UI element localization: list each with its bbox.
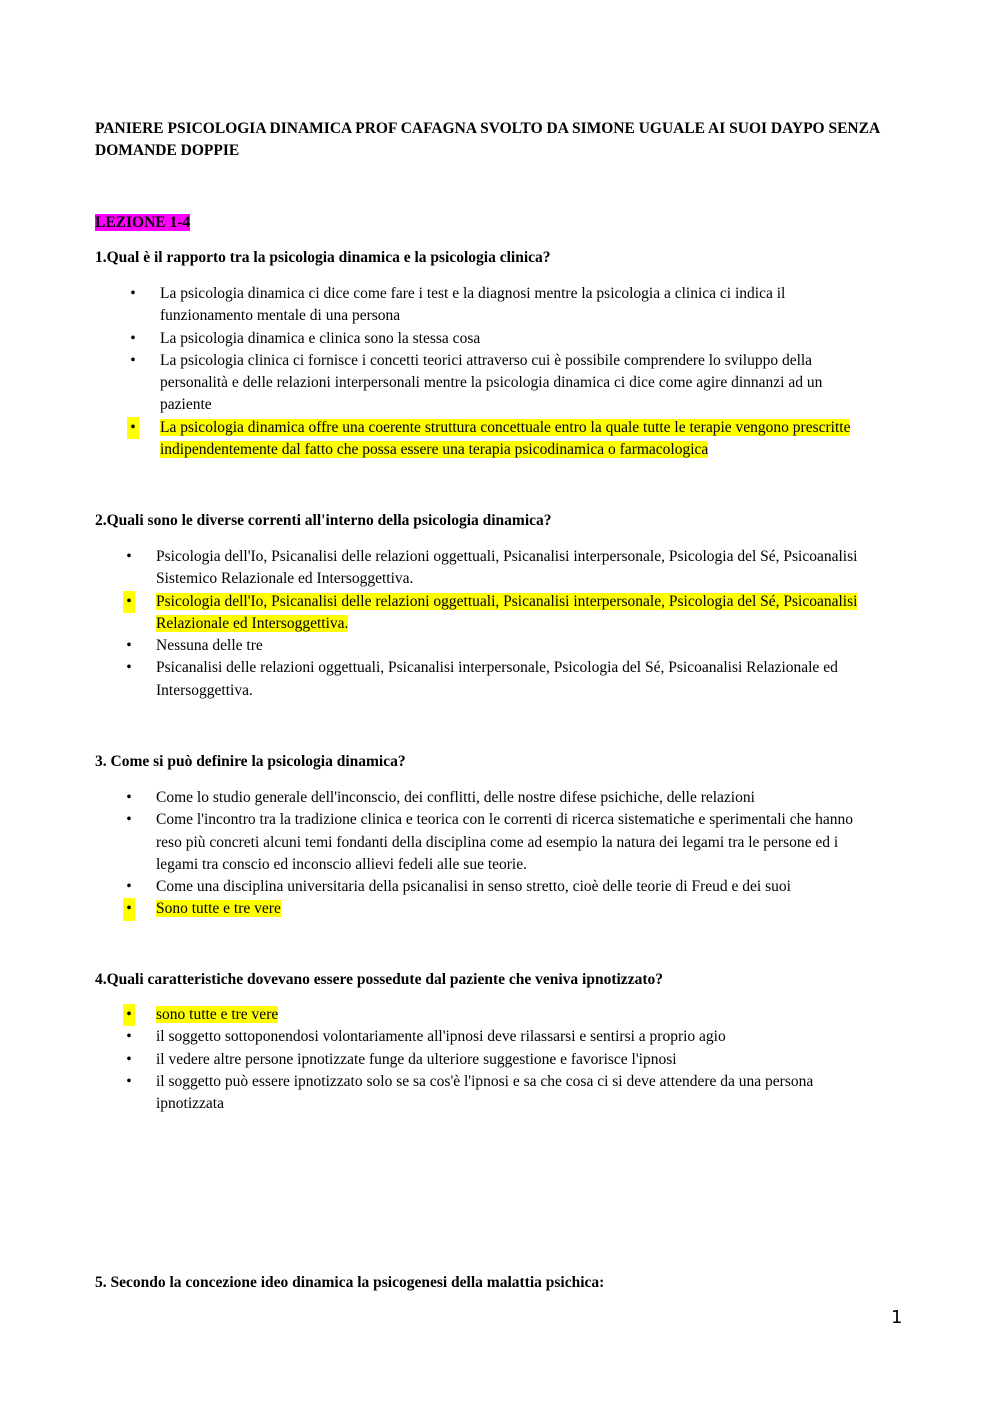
bullet-icon: • — [126, 659, 132, 677]
correct-answer-text: Psicologia dell'Io, Psicanalisi delle relazioni oggettuali, Psicanalisi interpersonale, Psicologia del Sé, Psicoanalisi Relazionale ed Intersoggettiva. — [156, 592, 858, 632]
answer-list-4 — [126, 1004, 881, 1115]
page-number: 1 — [891, 1307, 903, 1328]
document-title: PANIERE PSICOLOGIA DINAMICA PROF CAFAGNA SVOLTO DA SIMONE UGUALE AI SUOI DAYPO SENZA DOMANDE DOPPIE — [95, 120, 880, 159]
answer-item — [130, 350, 860, 417]
bullet-icon: • — [130, 351, 136, 369]
question-2: 2.Quali sono le diverse correnti all'interno della psicologia dinamica? — [95, 512, 552, 529]
answer-item — [130, 417, 860, 462]
answer-list-1 — [130, 283, 860, 461]
answer-item — [126, 1026, 881, 1048]
answer-item — [130, 328, 860, 350]
bullet-icon: • — [126, 1028, 132, 1046]
question-4: 4.Quali caratteristiche dovevano essere possedute dal paziente che veniva ipnotizzato? — [95, 971, 663, 988]
answer-list-3 — [126, 787, 876, 921]
answer-text: Come l'incontro tra la tradizione clinica e teorica con le correnti di ricerca sistematiche e sperimentali che hanno reso più concreti alcuni temi fondanti della disciplina come ad esempio la natura dei legami tra le persone ed i legami tra conscio ed inconscio allievi fedeli alle sue teorie. — [156, 811, 853, 873]
bullet-icon: • — [123, 898, 135, 920]
correct-answer-text: sono tutte e tre vere — [156, 1006, 279, 1023]
answer-item — [126, 591, 901, 636]
lesson-heading — [95, 212, 190, 234]
answer-text: il soggetto sottoponendosi volontariamente all'ipnosi deve rilassarsi e sentirsi a proprio agio — [156, 1028, 726, 1046]
answer-item — [126, 657, 901, 702]
answer-item — [126, 1071, 881, 1116]
question-5: 5. Secondo la concezione ideo dinamica la psicogenesi della malattia psichica: — [95, 1274, 605, 1291]
answer-text: La psicologia dinamica e clinica sono la stessa cosa — [160, 329, 481, 347]
bullet-icon: • — [130, 285, 136, 302]
answer-item — [126, 876, 876, 898]
correct-answer-text: Sono tutte e tre vere — [156, 900, 281, 918]
bullet-icon: • — [126, 1072, 132, 1090]
answer-text: La psicologia dinamica ci dice come fare i test e la diagnosi mentre la psicologia a clinica ci indica il funzionamento mentale di una persona — [160, 285, 786, 325]
answer-text: il soggetto può essere ipnotizzato solo se sa cos'è l'ipnosi e sa che cosa ci si deve attendere da una persona ipnotizzata — [156, 1072, 814, 1113]
bullet-icon: • — [130, 329, 136, 347]
answer-item — [126, 1049, 881, 1071]
bullet-icon: • — [126, 811, 132, 829]
answer-text: Nessuna delle tre — [156, 637, 263, 655]
answer-list-2 — [126, 546, 901, 702]
answer-item — [126, 898, 876, 920]
answer-text: Psicanalisi delle relazioni oggettuali, Psicanalisi interpersonale, Psicologia del Sé, Psicoanalisi Relazionale ed Intersoggettiva. — [156, 659, 838, 699]
answer-text: Psicologia dell'Io, Psicanalisi delle relazioni oggettuali, Psicanalisi interpersonale, Psicologia del Sé, Psicoanalisi Sistemico Relazionale ed Intersoggettiva. — [156, 548, 858, 588]
bullet-icon: • — [126, 878, 132, 896]
lesson-heading-label: LEZIONE 1-4 — [95, 214, 191, 231]
bullet-icon: • — [126, 637, 132, 655]
answer-item — [126, 635, 901, 657]
bullet-icon: • — [126, 789, 132, 806]
answer-item — [130, 283, 860, 328]
answer-text: Come lo studio generale dell'inconscio, dei conflitti, delle nostre difese psichiche, delle relazioni — [156, 789, 755, 806]
bullet-icon: • — [123, 1004, 135, 1026]
answer-item — [126, 787, 876, 809]
bullet-icon: • — [126, 1050, 132, 1068]
answer-text: Come una disciplina universitaria della psicanalisi in senso stretto, cioè delle teorie di Freud e dei suoi — [156, 878, 791, 896]
answer-text: La psicologia clinica ci fornisce i concetti teorici attraverso cui è possibile comprendere lo sviluppo della personalità e delle relazioni interpersonali mentre la psicologia dinamica ci dice come agire dinnanzi ad un paziente — [160, 351, 823, 414]
bullet-icon: • — [126, 548, 132, 565]
answer-item — [126, 546, 901, 591]
correct-answer-text: La psicologia dinamica offre una coerente struttura concettuale entro la quale tutte le terapie vengono prescritte indipendentemente dal fatto che possa essere una terapia psicodinamica o farmacologica — [160, 418, 851, 459]
question-1: 1.Qual è il rapporto tra la psicologia dinamica e la psicologia clinica? — [95, 249, 551, 266]
answer-text: il vedere altre persone ipnotizzate funge da ulteriore suggestione e favorisce l'ipnosi — [156, 1050, 677, 1068]
answer-item — [126, 809, 876, 876]
question-3: 3. Come si può definire la psicologia dinamica? — [95, 753, 406, 770]
bullet-icon: • — [123, 591, 135, 613]
bullet-icon: • — [127, 417, 139, 439]
answer-item — [126, 1004, 881, 1026]
